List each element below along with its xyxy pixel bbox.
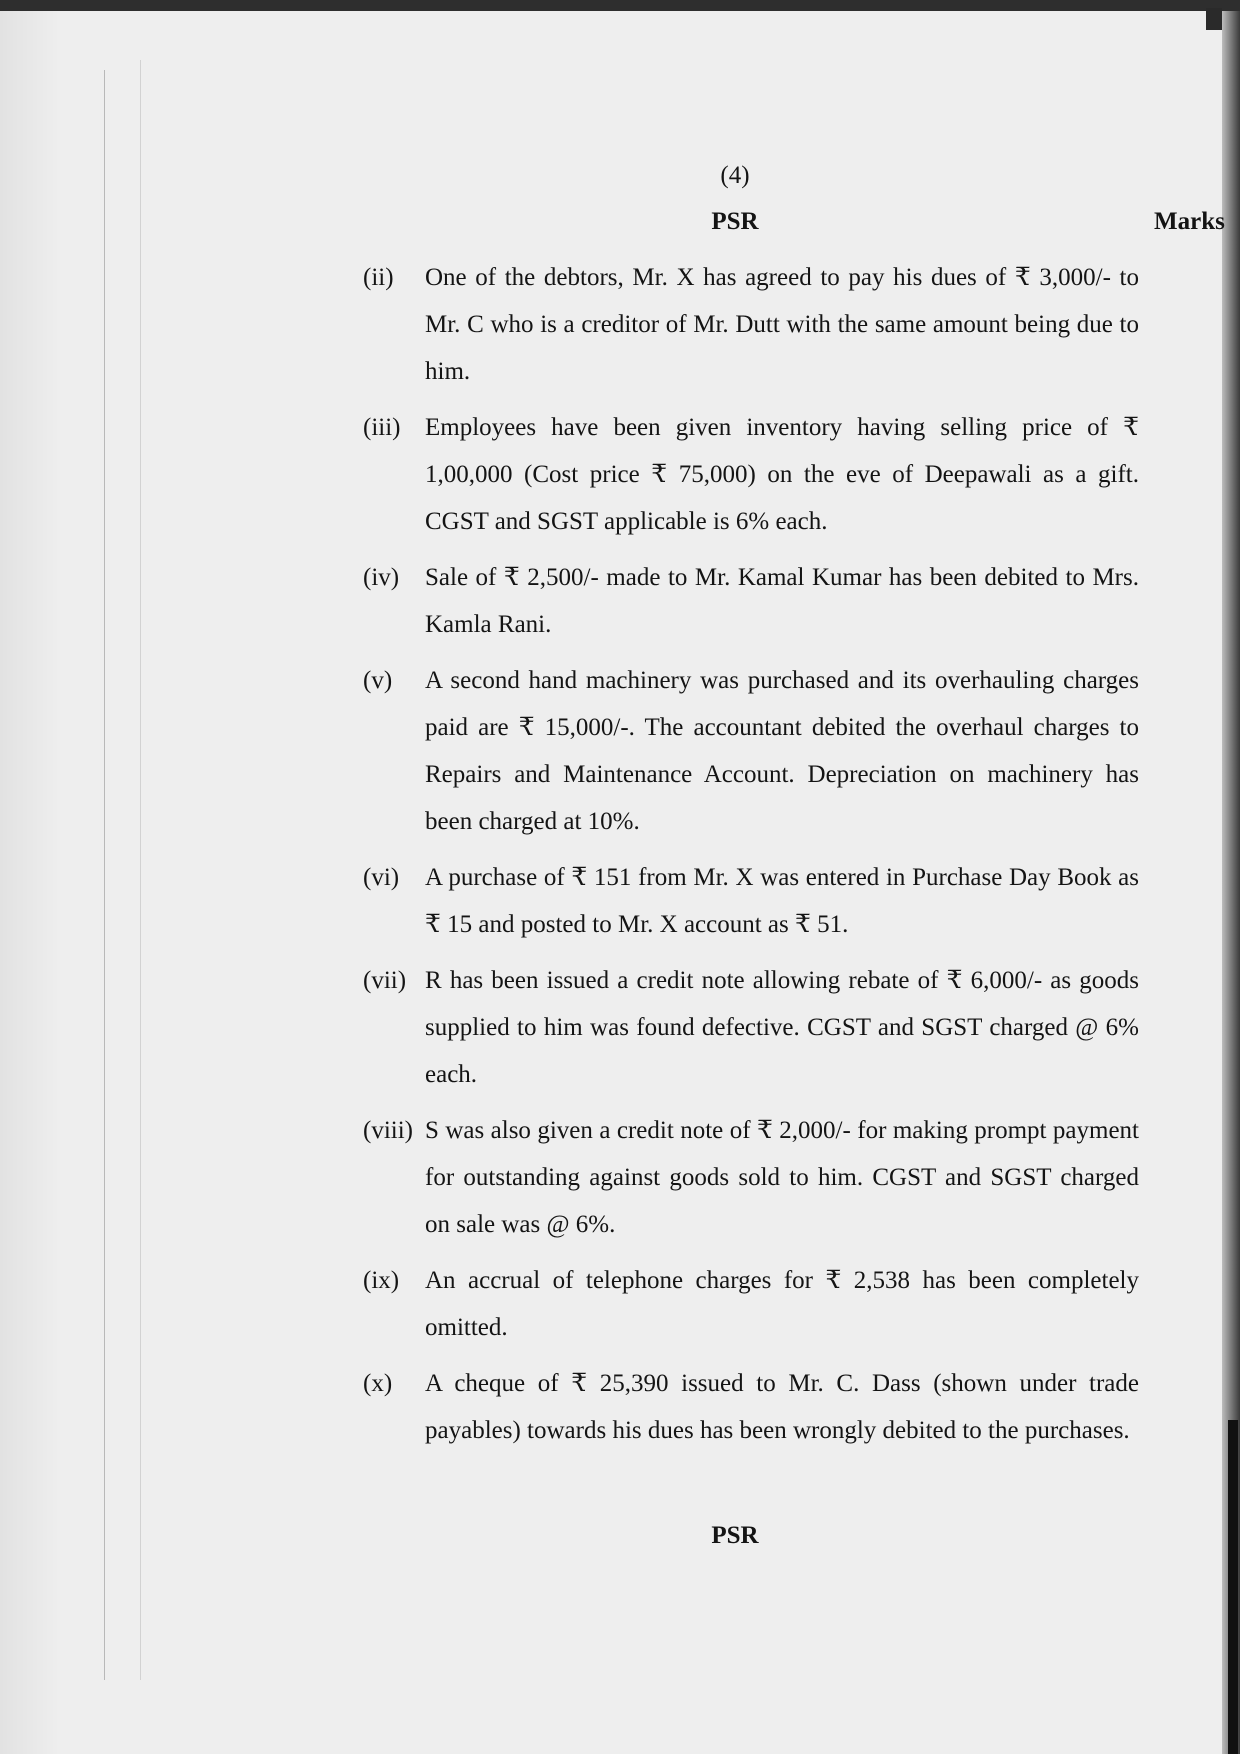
item-text: A cheque of ₹ 25,390 issued to Mr. C. Dass (shown under trade payables) towards his dues has been wrongly debited to the purchases. <box>425 1370 1139 1444</box>
item-text: R has been issued a credit note allowing rebate of ₹ 6,000/- as goods supplied to him was found defective. CGST and SGST charged @ 6% each. <box>425 967 1139 1088</box>
list-item <box>363 1360 1143 1454</box>
item-number: (ii) <box>363 264 394 291</box>
margin-rule <box>104 70 105 1680</box>
page-number: (4) <box>720 162 750 189</box>
scan-left-shade <box>0 11 60 1754</box>
item-number: (vii) <box>363 967 407 994</box>
list-item <box>363 554 1143 648</box>
item-number: (iii) <box>363 414 401 441</box>
item-number: (vi) <box>363 864 400 891</box>
scan-binding-bar <box>1228 1420 1238 1754</box>
list-item <box>363 957 1143 1098</box>
list-item <box>363 657 1143 845</box>
item-text: One of the debtors, Mr. X has agreed to pay his dues of ₹ 3,000/- to Mr. C who is a creditor of Mr. Dutt with the same amount being due to him. <box>425 264 1139 385</box>
item-text: S was also given a credit note of ₹ 2,000/- for making prompt payment for outstanding against goods sold to him. CGST and SGST charged on sale was @ 6%. <box>425 1117 1139 1238</box>
list-item <box>363 854 1143 948</box>
question-items <box>363 254 1143 1463</box>
marks-column-heading: Marks <box>1154 208 1225 235</box>
item-text: A purchase of ₹ 151 from Mr. X was entered in Purchase Day Book as ₹ 15 and posted to Mr. X account as ₹ 51. <box>425 864 1139 938</box>
item-text: Employees have been given inventory having selling price of ₹ 1,00,000 (Cost price ₹ 75,000) on the eve of Deepawali as a gift. CGST and SGST applicable is 6% each. <box>425 414 1139 535</box>
list-item <box>363 1257 1143 1351</box>
section-label-bottom: PSR <box>711 1522 759 1549</box>
item-text: An accrual of telephone charges for ₹ 2,538 has been completely omitted. <box>425 1267 1139 1341</box>
item-number: (ix) <box>363 1267 400 1294</box>
scan-corner-mark <box>1206 8 1222 30</box>
list-item <box>363 1107 1143 1248</box>
item-text: Sale of ₹ 2,500/- made to Mr. Kamal Kumar has been debited to Mrs. Kamla Rani. <box>425 564 1139 638</box>
item-number: (iv) <box>363 564 400 591</box>
item-number: (viii) <box>363 1117 413 1144</box>
margin-rule <box>140 60 141 1680</box>
section-label-top: PSR <box>711 208 759 235</box>
item-text: A second hand machinery was purchased and its overhauling charges paid are ₹ 15,000/-. The accountant debited the overhaul charges to Repairs and Maintenance Account. Depreciation on machinery has been charged at 10%. <box>425 667 1139 835</box>
list-item <box>363 254 1143 395</box>
list-item <box>363 404 1143 545</box>
item-number: (v) <box>363 667 393 694</box>
item-number: (x) <box>363 1370 393 1397</box>
scan-top-edge <box>0 0 1240 11</box>
